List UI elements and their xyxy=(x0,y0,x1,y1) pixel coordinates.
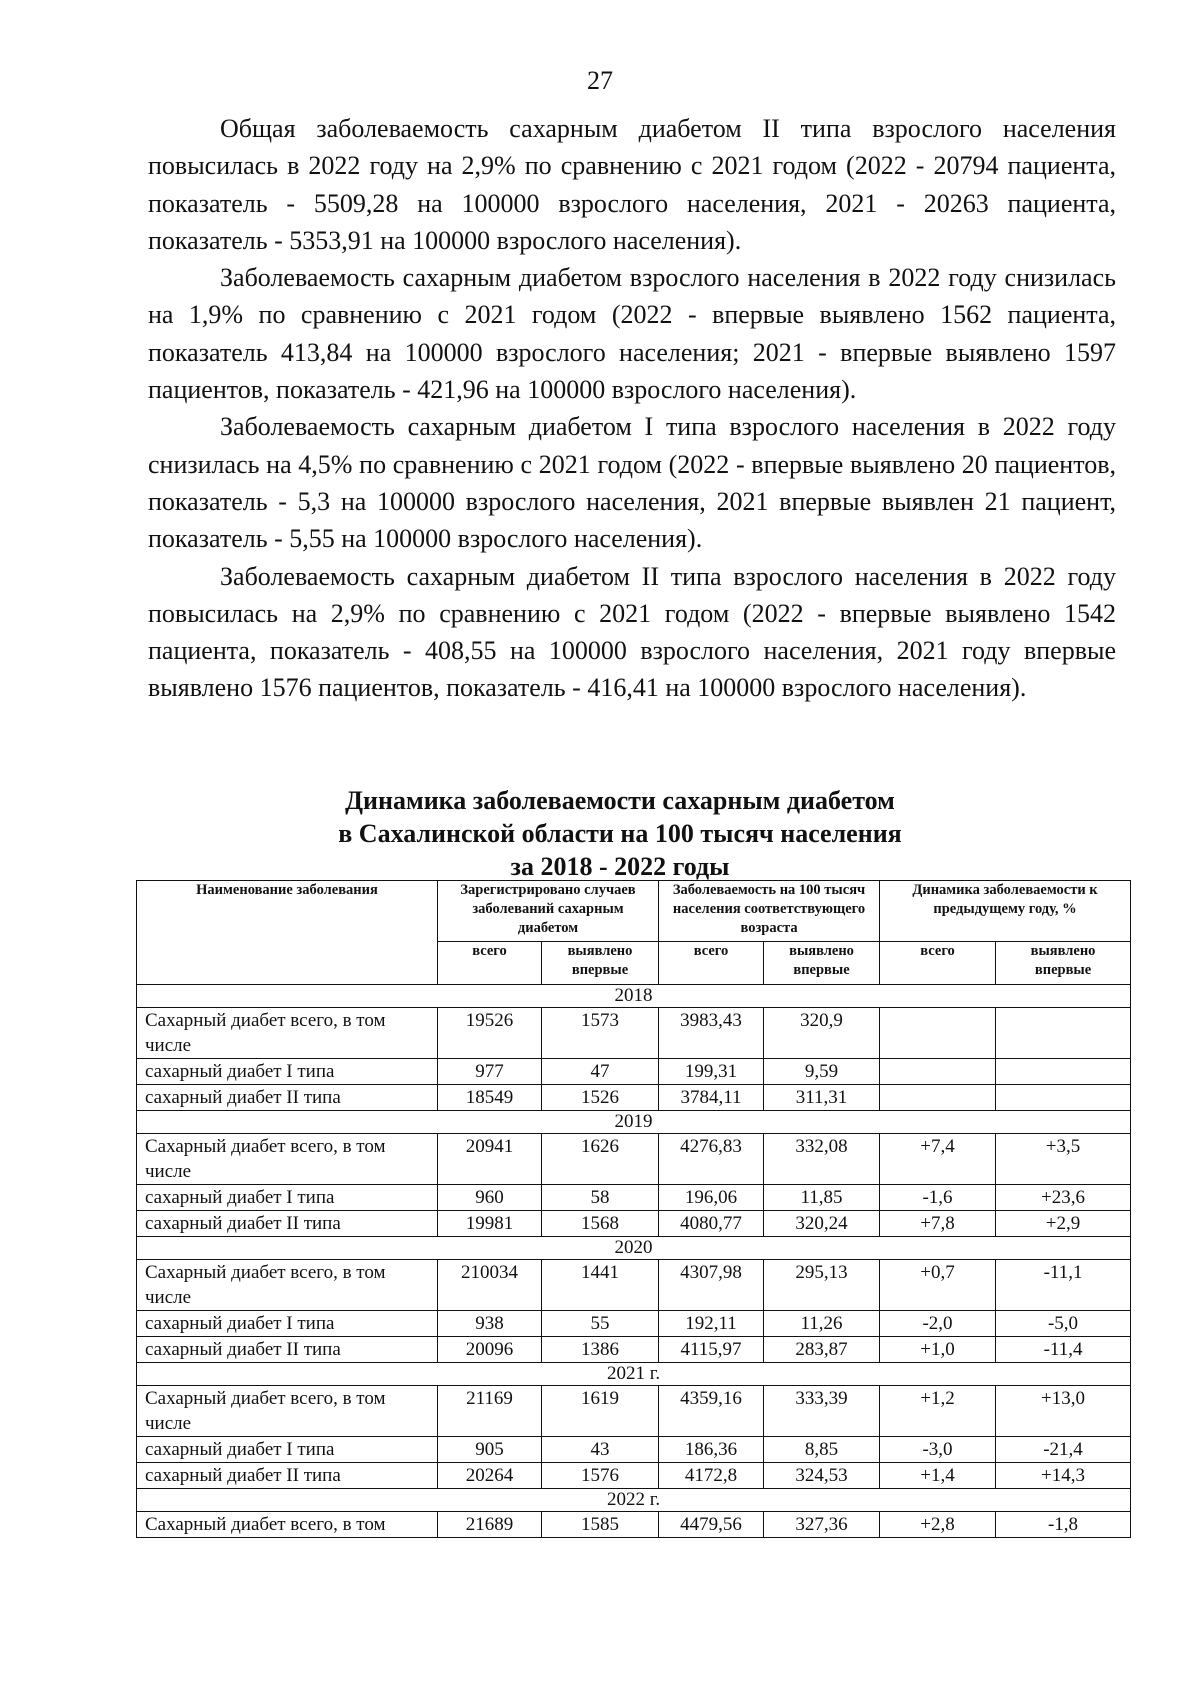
table-row xyxy=(137,1512,1131,1538)
value-cell xyxy=(996,1059,1131,1085)
value-cell: 905 xyxy=(438,1437,542,1463)
value-cell: 1626 xyxy=(542,1134,659,1185)
table-title-line: в Сахалинской области на 100 тысяч населения xyxy=(338,819,902,848)
value-cell: 1386 xyxy=(542,1337,659,1363)
value-cell: 4115,97 xyxy=(659,1337,764,1363)
value-cell: +2,9 xyxy=(996,1211,1131,1237)
table-row xyxy=(137,1085,1131,1111)
body-text xyxy=(148,110,1116,707)
value-cell: -11,4 xyxy=(996,1337,1131,1363)
value-cell: 938 xyxy=(438,1311,542,1337)
value-cell: +0,7 xyxy=(880,1260,996,1311)
value-cell xyxy=(996,1008,1131,1059)
value-cell xyxy=(996,1085,1131,1111)
table-row xyxy=(137,1134,1131,1185)
year-row xyxy=(137,985,1131,1008)
value-cell: 20941 xyxy=(438,1134,542,1185)
year-row xyxy=(137,1489,1131,1512)
value-cell: 1568 xyxy=(542,1211,659,1237)
value-cell: +14,3 xyxy=(996,1463,1131,1489)
header-total: всего xyxy=(438,942,542,985)
header-incidence: Заболеваемость на 100 тысяч населения соответствующего возраста xyxy=(659,881,880,942)
value-cell: 324,53 xyxy=(764,1463,880,1489)
value-cell: 3784,11 xyxy=(659,1085,764,1111)
table-row xyxy=(137,1185,1131,1211)
value-cell: 977 xyxy=(438,1059,542,1085)
value-cell: 58 xyxy=(542,1185,659,1211)
value-cell: 186,36 xyxy=(659,1437,764,1463)
value-cell: 327,36 xyxy=(764,1512,880,1538)
value-cell: 55 xyxy=(542,1311,659,1337)
value-cell: -1,6 xyxy=(880,1185,996,1211)
table-row xyxy=(137,1311,1131,1337)
paragraph: Заболеваемость сахарным диабетом II типа взрослого населения в 2022 году повысилась на 2,9% по сравнению с 2021 годом (2022 - впервые выявлено 1542 пациента, показатель - 408,55 на 100000 взрослого населения, 2021 году впервые выявлено 1576 пациентов, показатель - 416,41 на 100000 взрослого населения). xyxy=(148,561,1116,703)
table-row xyxy=(137,1008,1131,1059)
value-cell: 4080,77 xyxy=(659,1211,764,1237)
table-row xyxy=(137,1059,1131,1085)
value-cell: 1619 xyxy=(542,1386,659,1437)
paragraph: Общая заболеваемость сахарным диабетом II типа взрослого населения повысилась в 2022 году на 2,9% по сравнению с 2021 годом (2022 - 20794 пациента, показатель - 5509,28 на 100000 взрослого населения, 2021 - 20263 пациента, показатель - 5353,91 на 100000 взрослого населения). xyxy=(148,114,1116,255)
value-cell: +1,0 xyxy=(880,1337,996,1363)
table-title-line: Динамика заболеваемости сахарным диабетом xyxy=(345,786,895,815)
value-cell: 295,13 xyxy=(764,1260,880,1311)
disease-name-cell: сахарный диабет I типа xyxy=(137,1437,438,1463)
value-cell: 9,59 xyxy=(764,1059,880,1085)
disease-name-cell: сахарный диабет II типа xyxy=(137,1085,438,1111)
value-cell: -2,0 xyxy=(880,1311,996,1337)
disease-name-cell: сахарный диабет II типа xyxy=(137,1463,438,1489)
disease-name-cell: Сахарный диабет всего, в том xyxy=(137,1512,438,1538)
value-cell: 210034 xyxy=(438,1260,542,1311)
value-cell: +3,5 xyxy=(996,1134,1131,1185)
value-cell: 1573 xyxy=(542,1008,659,1059)
value-cell: 333,39 xyxy=(764,1386,880,1437)
value-cell: 1526 xyxy=(542,1085,659,1111)
value-cell: 19526 xyxy=(438,1008,542,1059)
table-row xyxy=(137,1260,1131,1311)
year-label: 2020 xyxy=(137,1237,1131,1260)
value-cell: 20096 xyxy=(438,1337,542,1363)
value-cell: 11,26 xyxy=(764,1311,880,1337)
incidence-table xyxy=(136,880,1131,1538)
table-row xyxy=(137,1437,1131,1463)
year-label: 2021 г. xyxy=(137,1363,1131,1386)
value-cell: +13,0 xyxy=(996,1386,1131,1437)
value-cell: +23,6 xyxy=(996,1185,1131,1211)
header-name: Наименование заболевания xyxy=(137,881,438,985)
table-row xyxy=(137,1386,1131,1437)
table-row xyxy=(137,1211,1131,1237)
disease-name-cell: Сахарный диабет всего, в том числе xyxy=(137,1134,438,1185)
value-cell: 320,24 xyxy=(764,1211,880,1237)
value-cell: +7,8 xyxy=(880,1211,996,1237)
value-cell: 311,31 xyxy=(764,1085,880,1111)
value-cell: 4307,98 xyxy=(659,1260,764,1311)
value-cell: 19981 xyxy=(438,1211,542,1237)
disease-name-cell: сахарный диабет I типа xyxy=(137,1059,438,1085)
paragraph: Заболеваемость сахарным диабетом I типа взрослого населения в 2022 году снизилась на 4,5% по сравнению с 2021 годом (2022 - впервые выявлено 20 пациентов, показатель - 5,3 на 100000 взрослого населения, 2021 впервые выявлен 21 пациент, показатель - 5,55 на 100000 взрослого населения). xyxy=(148,412,1116,554)
value-cell xyxy=(880,1085,996,1111)
year-label: 2022 г. xyxy=(137,1489,1131,1512)
year-row xyxy=(137,1111,1131,1134)
value-cell: 18549 xyxy=(438,1085,542,1111)
value-cell: 43 xyxy=(542,1437,659,1463)
value-cell: 21689 xyxy=(438,1512,542,1538)
value-cell: -21,4 xyxy=(996,1437,1131,1463)
disease-name-cell: Сахарный диабет всего, в том числе xyxy=(137,1260,438,1311)
header-total: всего xyxy=(880,942,996,985)
table-body xyxy=(137,985,1131,1538)
value-cell: -5,0 xyxy=(996,1311,1131,1337)
value-cell: 4172,8 xyxy=(659,1463,764,1489)
value-cell: 11,85 xyxy=(764,1185,880,1211)
value-cell: -3,0 xyxy=(880,1437,996,1463)
disease-name-cell: сахарный диабет II типа xyxy=(137,1337,438,1363)
value-cell: +1,2 xyxy=(880,1386,996,1437)
header-total: всего xyxy=(659,942,764,985)
value-cell: 960 xyxy=(438,1185,542,1211)
value-cell: 192,11 xyxy=(659,1311,764,1337)
value-cell: -1,8 xyxy=(996,1512,1131,1538)
year-label: 2018 xyxy=(137,985,1131,1008)
value-cell xyxy=(880,1059,996,1085)
value-cell: 332,08 xyxy=(764,1134,880,1185)
page-number: 27 xyxy=(587,66,613,95)
table-row xyxy=(137,1463,1131,1489)
value-cell: -11,1 xyxy=(996,1260,1131,1311)
table-row xyxy=(137,1337,1131,1363)
value-cell: +7,4 xyxy=(880,1134,996,1185)
year-row xyxy=(137,1237,1131,1260)
value-cell: +1,4 xyxy=(880,1463,996,1489)
value-cell: 1585 xyxy=(542,1512,659,1538)
disease-name-cell: сахарный диабет II типа xyxy=(137,1211,438,1237)
value-cell: 4479,56 xyxy=(659,1512,764,1538)
year-row xyxy=(137,1363,1131,1386)
value-cell: 283,87 xyxy=(764,1337,880,1363)
value-cell: 47 xyxy=(542,1059,659,1085)
value-cell: 8,85 xyxy=(764,1437,880,1463)
value-cell: 3983,43 xyxy=(659,1008,764,1059)
value-cell: 4359,16 xyxy=(659,1386,764,1437)
paragraph: Заболеваемость сахарным диабетом взрослого населения в 2022 году снизилась на 1,9% по сравнению с 2021 годом (2022 - впервые выявлено 1562 пациента, показатель 413,84 на 100000 взрослого населения; 2021 - впервые выявлено 1597 пациентов, показатель - 421,96 на 100000 взрослого населения). xyxy=(148,263,1116,405)
header-new: выявлено впервые xyxy=(996,942,1131,985)
value-cell xyxy=(880,1008,996,1059)
header-new: выявлено впервые xyxy=(764,942,880,985)
value-cell: 199,31 xyxy=(659,1059,764,1085)
value-cell: +2,8 xyxy=(880,1512,996,1538)
header-new: выявлено впервые xyxy=(542,942,659,985)
header-dynamics: Динамика заболеваемости к предыдущему году, % xyxy=(880,881,1131,942)
value-cell: 196,06 xyxy=(659,1185,764,1211)
year-label: 2019 xyxy=(137,1111,1131,1134)
header-registered: Зарегистрировано случаев заболеваний сахарным диабетом xyxy=(438,881,659,942)
value-cell: 21169 xyxy=(438,1386,542,1437)
table-title xyxy=(300,784,940,883)
disease-name-cell: сахарный диабет I типа xyxy=(137,1185,438,1211)
value-cell: 4276,83 xyxy=(659,1134,764,1185)
value-cell: 1441 xyxy=(542,1260,659,1311)
disease-name-cell: Сахарный диабет всего, в том числе xyxy=(137,1008,438,1059)
value-cell: 1576 xyxy=(542,1463,659,1489)
value-cell: 20264 xyxy=(438,1463,542,1489)
disease-name-cell: Сахарный диабет всего, в том числе xyxy=(137,1386,438,1437)
value-cell: 320,9 xyxy=(764,1008,880,1059)
disease-name-cell: сахарный диабет I типа xyxy=(137,1311,438,1337)
table-title-line: за 2018 - 2022 годы xyxy=(510,852,730,881)
